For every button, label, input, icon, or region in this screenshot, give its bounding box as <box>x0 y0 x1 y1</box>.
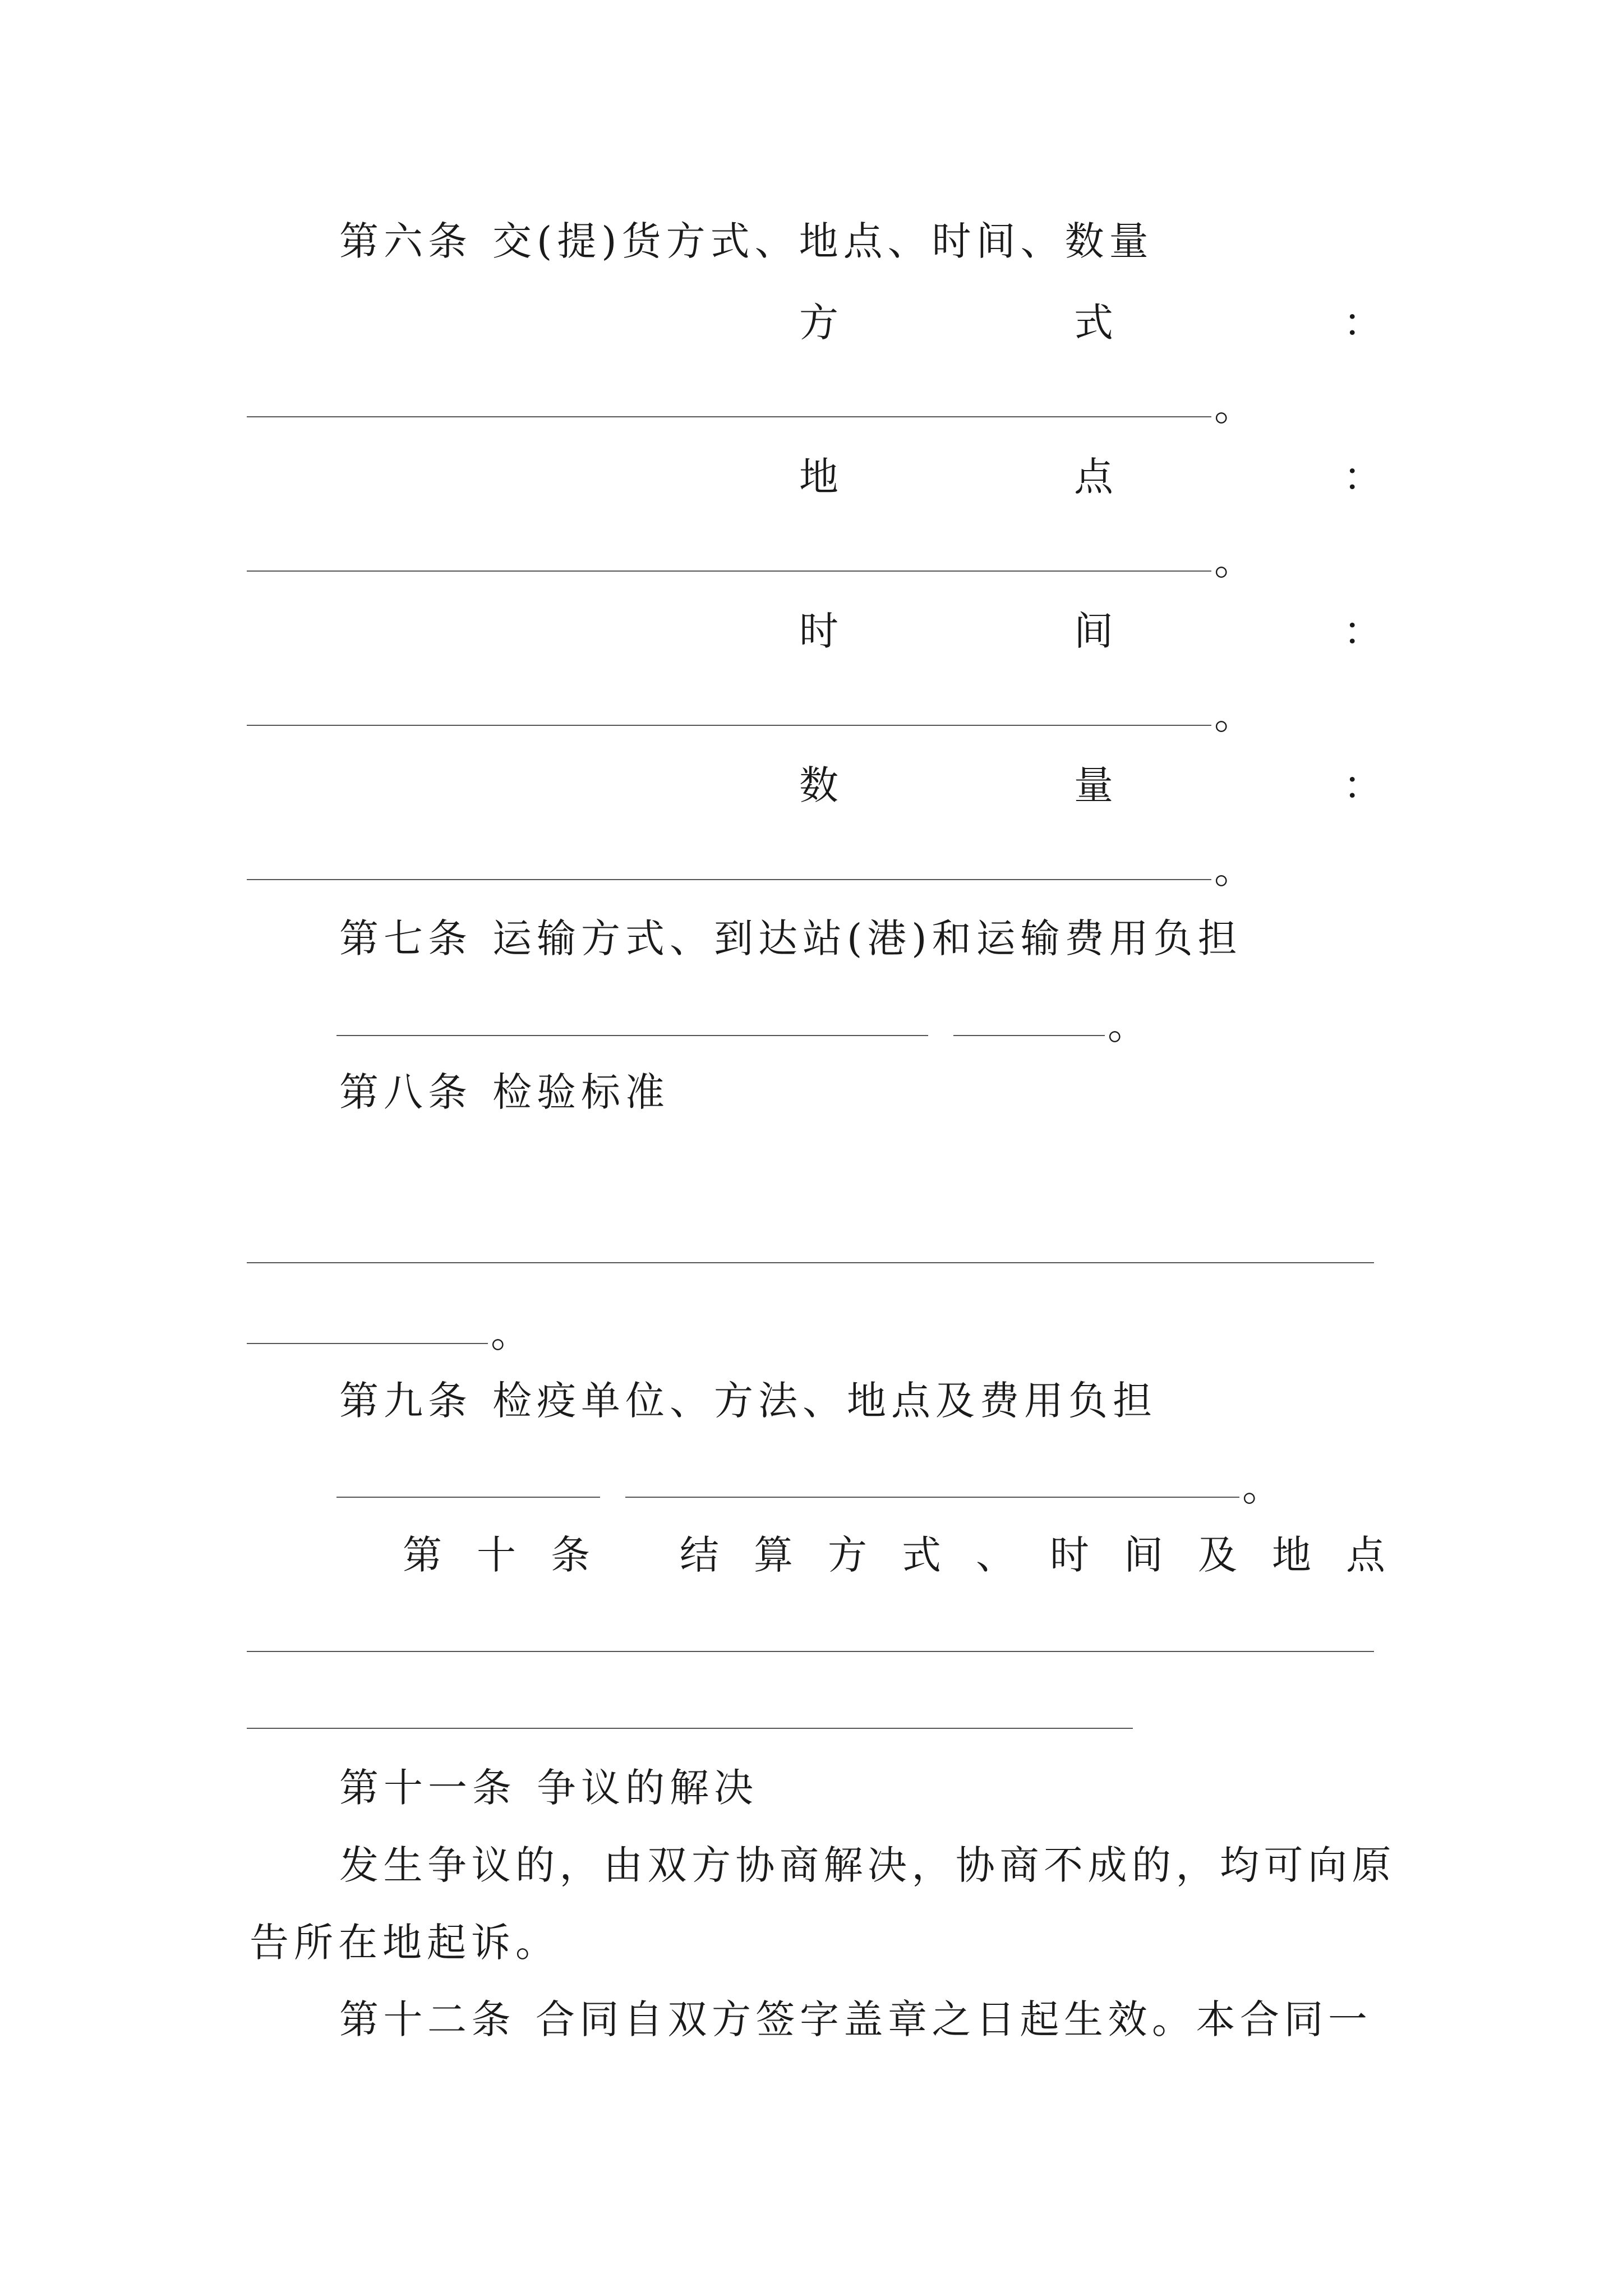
delivery-place-label-char2: 点 <box>1074 454 1113 500</box>
delivery-place-period: 。 <box>1214 538 1253 584</box>
delivery-place-label-char1: 地 <box>799 454 838 500</box>
article6-heading-line <box>339 218 1154 264</box>
settlement-blank-2[interactable] <box>247 1728 1133 1729</box>
inspection-standard-period: 。 <box>491 1310 530 1356</box>
article12-line <box>339 1996 1372 2042</box>
article10-char: 方 <box>828 1532 867 1578</box>
delivery-method-label-char1: 方 <box>799 300 838 346</box>
article10-char: 式 <box>902 1532 941 1578</box>
delivery-time-label-char2: 间 <box>1074 608 1113 654</box>
inspection-standard-blank-1[interactable] <box>247 1262 1374 1263</box>
quarantine-period: 。 <box>1242 1464 1281 1510</box>
article11-body-line1: 发生争议的，由双方协商解决，协商不成的，均可向原 <box>339 1842 1396 1888</box>
article10-char: 算 <box>754 1532 793 1578</box>
delivery-quantity-period: 。 <box>1214 846 1253 892</box>
article10-char: 时 <box>1050 1532 1089 1578</box>
article8-heading: 第八条 <box>339 1069 472 1115</box>
article10-char: 及 <box>1198 1532 1237 1578</box>
article10-char: 间 <box>1124 1532 1163 1578</box>
article10-char: 第 <box>403 1532 442 1578</box>
quarantine-blank-1[interactable] <box>336 1497 600 1498</box>
delivery-place-colon: ： <box>1343 454 1382 500</box>
quarantine-blank-2[interactable] <box>625 1497 1239 1498</box>
delivery-method-label-char2: 式 <box>1074 300 1113 346</box>
article11-body-line2: 告所在地起诉。 <box>250 1920 560 1966</box>
article8-heading-line <box>339 1069 670 1115</box>
delivery-quantity-label-char1: 数 <box>799 762 838 808</box>
delivery-quantity-blank[interactable] <box>247 879 1211 880</box>
settlement-blank-1[interactable] <box>247 1651 1374 1652</box>
delivery-method-colon: ： <box>1343 300 1382 346</box>
delivery-time-colon: ： <box>1343 608 1382 654</box>
article12-text: 合同自双方签字盖章之日起生效。本合同一 <box>536 1996 1372 2042</box>
article8-title: 检验标准 <box>492 1069 670 1115</box>
article7-heading: 第七条 <box>339 915 472 961</box>
article10-char: 结 <box>680 1532 719 1578</box>
delivery-time-blank[interactable] <box>247 725 1211 726</box>
article10-char: 、 <box>976 1532 1015 1578</box>
article11-title: 争议的解决 <box>537 1765 758 1811</box>
article11-heading-line <box>339 1765 758 1811</box>
delivery-time-label-char1: 时 <box>799 608 838 654</box>
delivery-method-period: 。 <box>1214 384 1253 430</box>
article6-title: 交(提)货方式、地点、时间、数量 <box>492 218 1154 264</box>
article10-char: 地 <box>1272 1532 1311 1578</box>
delivery-method-blank[interactable] <box>247 416 1211 417</box>
delivery-quantity-label-char2: 量 <box>1074 762 1113 808</box>
article10-char: 十 <box>477 1532 516 1578</box>
article7-heading-line <box>339 915 1242 961</box>
article9-title: 检疫单位、方法、地点及费用负担 <box>492 1378 1157 1424</box>
article11-heading: 第十一条 <box>339 1765 517 1811</box>
article7-title: 运输方式、到达站(港)和运输费用负担 <box>492 915 1242 961</box>
transport-blank-1[interactable] <box>336 1035 928 1036</box>
article9-heading-line <box>339 1378 1157 1424</box>
article9-heading: 第九条 <box>339 1378 472 1424</box>
article6-heading: 第六条 <box>339 218 472 264</box>
delivery-time-period: 。 <box>1214 692 1253 738</box>
article10-char: 点 <box>1346 1532 1385 1578</box>
article12-heading: 第十二条 <box>339 1996 515 2042</box>
delivery-quantity-colon: ： <box>1343 762 1382 808</box>
inspection-standard-blank-2[interactable] <box>247 1343 488 1344</box>
delivery-place-blank[interactable] <box>247 570 1211 572</box>
article10-char: 条 <box>551 1532 590 1578</box>
transport-period: 。 <box>1108 1002 1147 1048</box>
transport-blank-2[interactable] <box>953 1035 1105 1036</box>
